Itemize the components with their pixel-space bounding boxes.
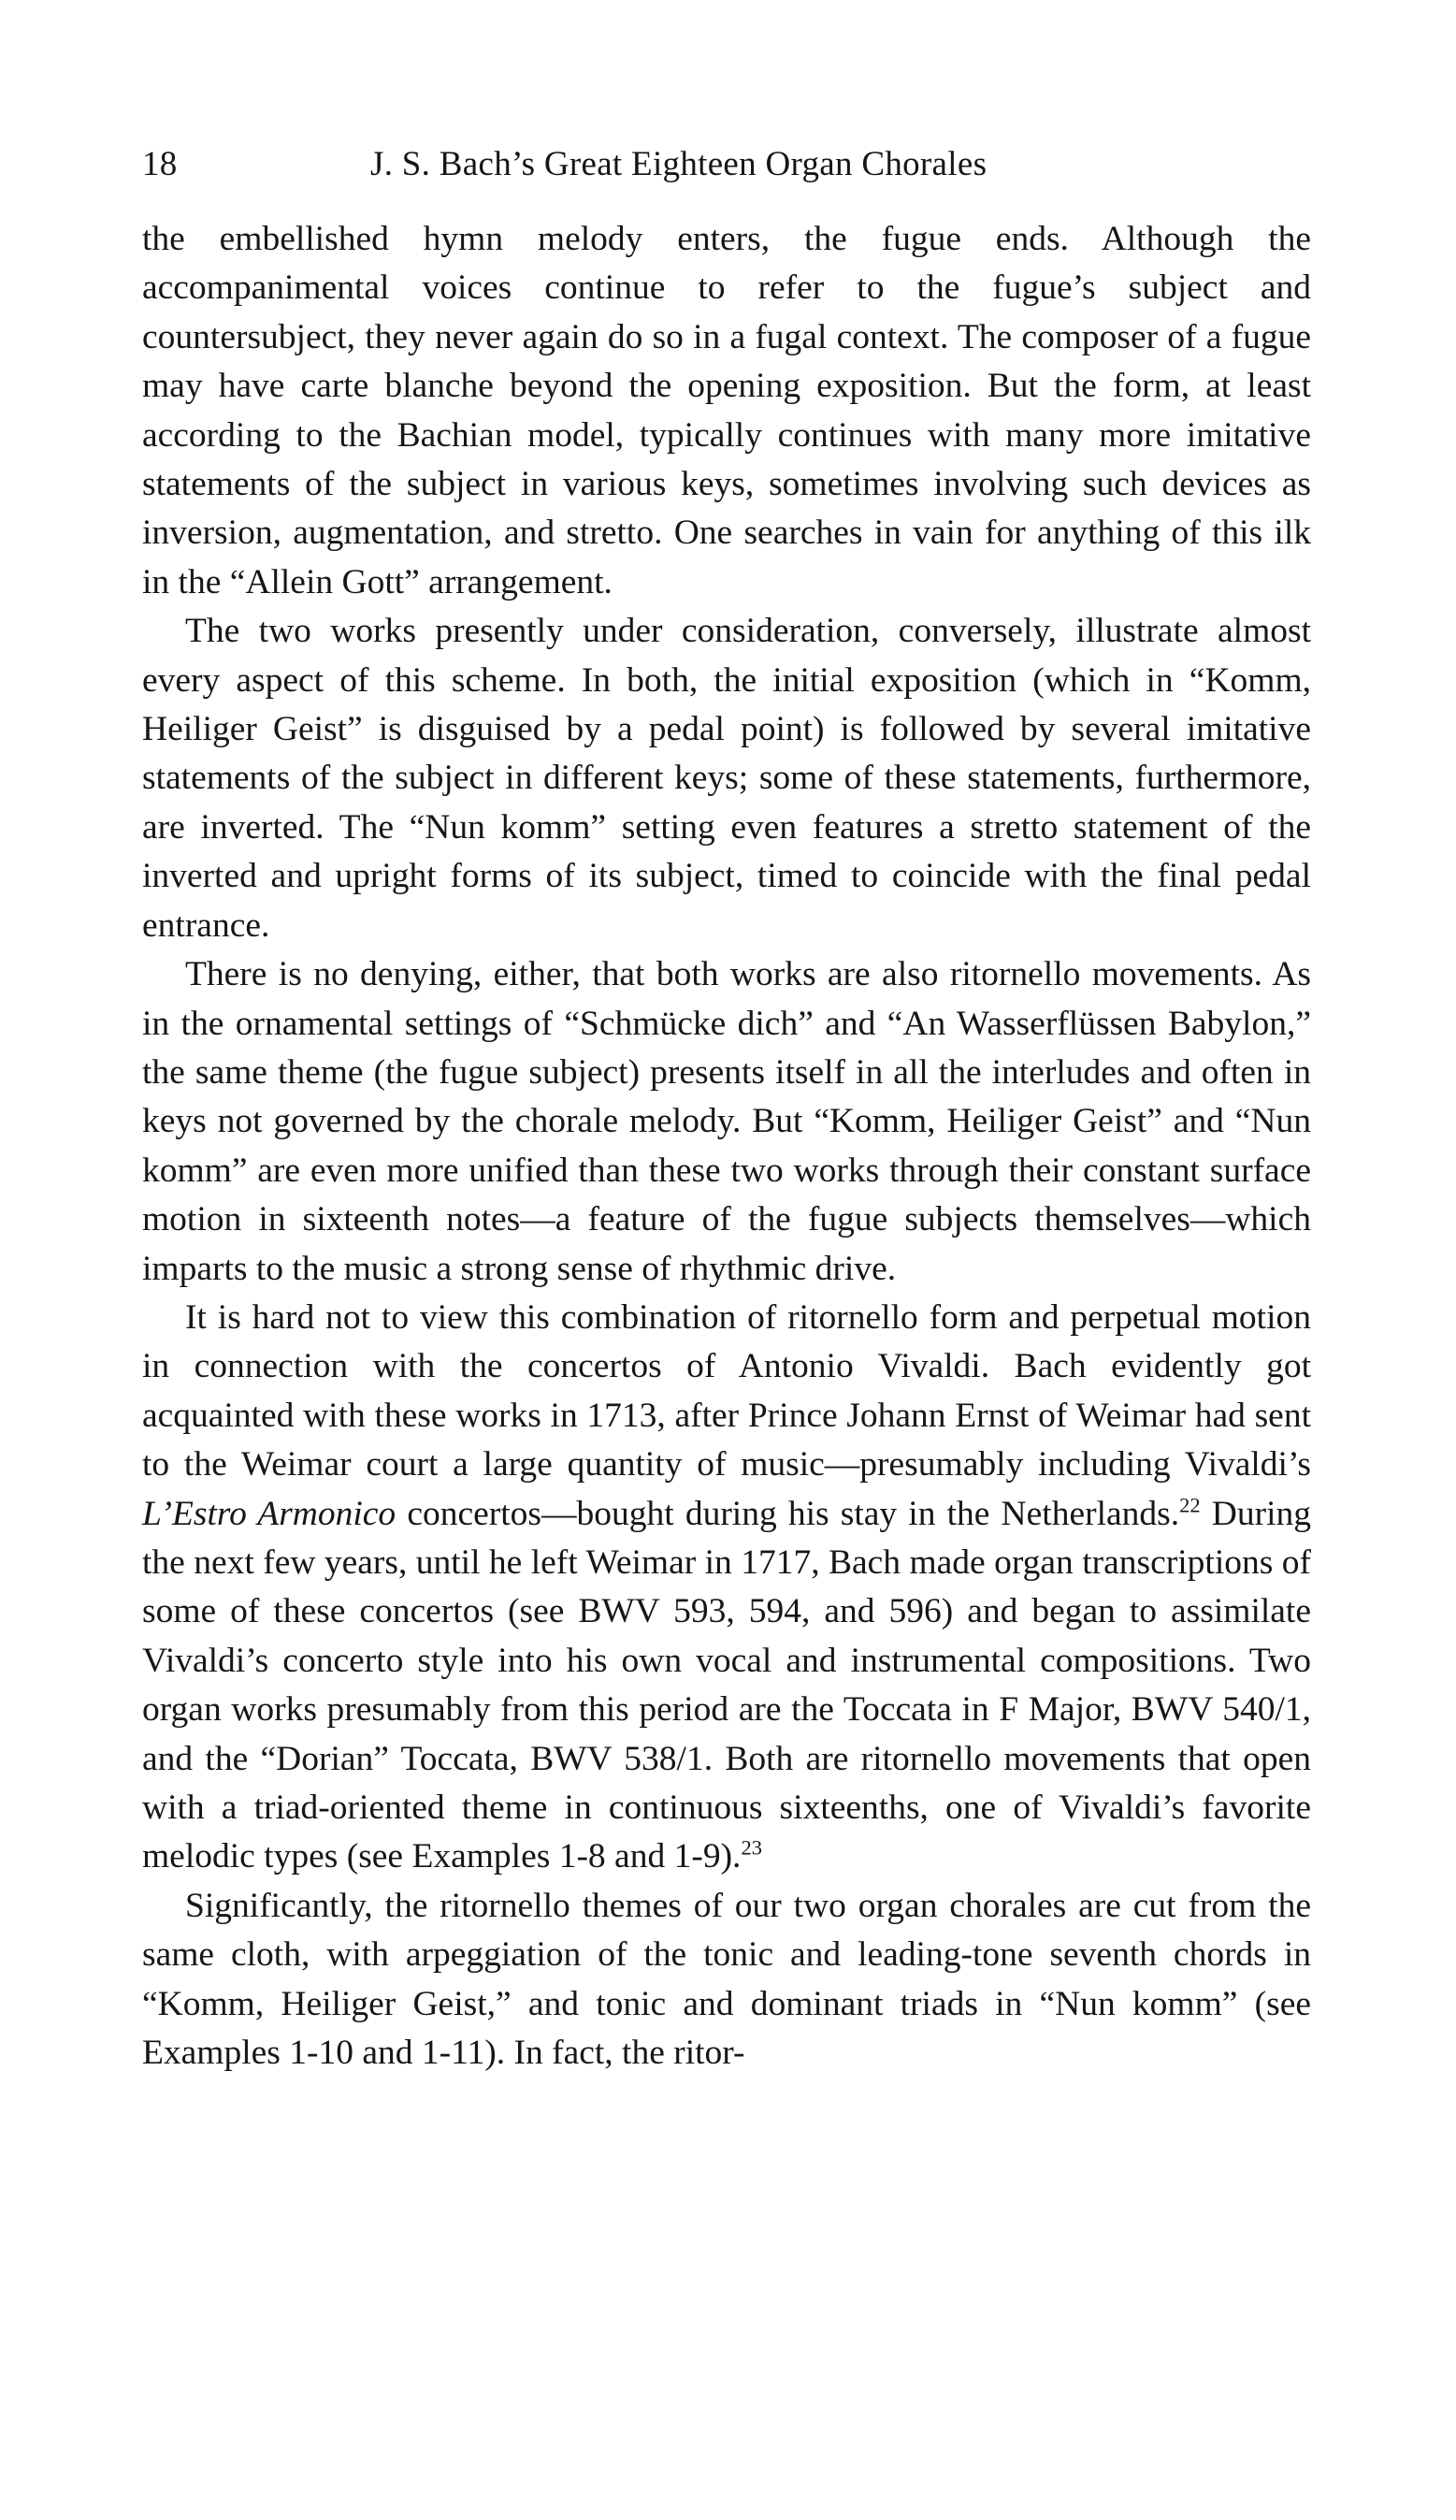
paragraph-text: It is hard not to view this combination of ritornello form and perpetual motion in connection with the concertos of Antonio Vivaldi. Bach evidently got acquainted with these works in 1713, after Prince Johann Ernst of Weimar had sent to the Weimar court a large quantity of music—presumably including Vivaldi’s (142, 1297, 1311, 1484)
paragraph-text: During the next few years, until he left Weimar in 1717, Bach made organ transcriptions of some of these concertos (see BWV 593, 594, and 596) and began to assimilate Vivaldi’s concerto style into his own vocal and instrumental compositions. Two organ works presumably from this period are the Toccata in F Major, BWV 540/1, and the “Dorian” Toccata, BWV 538/1. Both are ritornello movements that open with a triad-oriented theme in continuous sixteenths, one of Vivaldi’s favorite melodic types (see Examples 1-8 and 1-9). (142, 1494, 1311, 1876)
paragraph: Significantly, the ritornello themes of our two organ chorales are cut from the same cloth, with arpeggiation of the tonic and leading-tone seventh chords in “Komm, Heiliger Geist,” and tonic and dominant triads in “Nun komm” (see Examples 1-10 and 1-11). In fact, the ritor- (142, 1886, 1311, 2073)
paragraph-text: concertos—bought during his stay in the Netherlands. (396, 1494, 1180, 1533)
running-head (142, 137, 1320, 193)
paragraph: There is no denying, either, that both works are also ritornello movements. As in the ornamental settings of “Schmücke dich” and “An Wasserflüssen Babylon,” the same theme (the fugue subject) presents itself in all the interludes and often in keys not governed by the chorale melody. But “Komm, Heiliger Geist” and “Nun komm” are even more unified than these two works through their constant surface motion in sixteenth notes—a feature of the fugue subjects themselves—which imparts to the music a strong sense of rhythmic drive. (142, 955, 1311, 1288)
footnote-reference[interactable]: 23 (741, 1835, 762, 1860)
work-title-italic: L’Estro Armonico (142, 1494, 396, 1533)
paragraph-continued: the embellished hymn melody enters, the fugue ends. Although the accompanimental voices continue to refer to the fugue’s subject and countersubject, they never again do so in a fugal context. The composer of a fugue may have carte blanche beyond the opening exposition. But the form, at least according to the Bachian model, typically continues with many more imitative statements of the subject in various keys, sometimes involving such devices as inversion, augmentation, and stretto. One searches in vain for anything of this ilk in the “Allein Gott” arrangement. (142, 220, 1311, 601)
page-number: 18 (142, 145, 178, 183)
paragraph (142, 1294, 1311, 1882)
footnote-reference[interactable]: 22 (1179, 1493, 1201, 1517)
paragraph: The two works presently under consideration, conversely, illustrate almost every aspect of this scheme. In both, the initial exposition (which in “Komm, Heiliger Geist” is disguised by a pedal point) is followed by several imitative statements of the subject in different keys; some of these statements, furthermore, are inverted. The “Nun komm” setting even features a stretto statement of the inverted and upright forms of its subject, timed to coincide with the final pedal entrance. (142, 612, 1311, 945)
body-text (142, 215, 1311, 2078)
running-title: J. S. Bach’s Great Eighteen Organ Chorales (370, 145, 987, 183)
